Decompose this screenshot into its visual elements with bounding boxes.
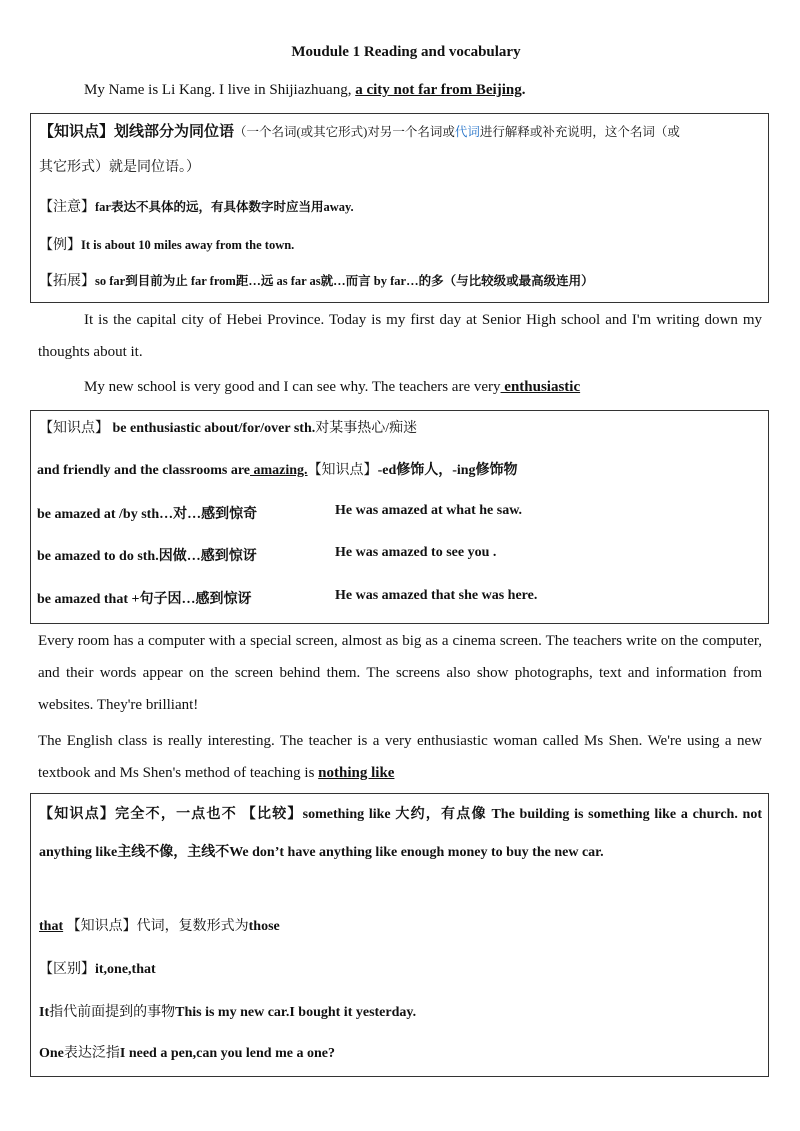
box3-line1: 【知识点】完全不，一点也不 【比较】something like 大约，有点像 The building is something like a church. not anything like主线不像，主线不We don’t have anything like enough money to buy the new car. [39, 807, 762, 860]
box2-row2 [37, 545, 762, 565]
box3-it-desc: 指代前面提到的事物 [49, 1005, 176, 1020]
box2-row3-example: He was amazed that she was here. [335, 588, 538, 603]
box2-row1-example: He was amazed at what he saw. [335, 503, 523, 518]
paragraph-capital: It is the capital city of Hebei Province. Today is my first day at Senior High school and I'm writing down my thoughts about it. [38, 312, 762, 360]
box2-line2 [37, 459, 762, 479]
box2-amazing: amazing. [250, 463, 308, 478]
school-text: My new school is very good and I can see why. The teachers are very [84, 379, 501, 395]
box1-note-label: 【注意】 [39, 200, 95, 215]
box3-diff-label: 【区别】 [39, 962, 95, 977]
box3-that: that [39, 919, 64, 934]
box3-it: It [39, 1005, 50, 1020]
box3-line2 [39, 915, 762, 935]
intro-underlined: a city not far from Beijing [355, 82, 522, 98]
box2-line1 [39, 417, 762, 437]
box3-one-example: I need a pen,can you lend me a one? [119, 1046, 335, 1061]
note-box-appositive [30, 113, 769, 303]
box1-extend-label: 【拓展】 [39, 274, 95, 289]
box2-row3-phrase: be amazed that +句子因…感到惊讶 [37, 592, 252, 607]
box2-continue-text: and friendly and the classrooms are [37, 463, 250, 478]
note-box-nothing-like [30, 793, 769, 1077]
box2-row2-phrase: be amazed to do sth.因做…感到惊讶 [37, 549, 257, 564]
note-box-enthusiastic [30, 410, 769, 624]
paragraph-english-class [38, 725, 762, 789]
english-class-text: The English class is really interesting. The teacher is a very enthusiastic woman called Ms Shen. We're using a new textbook and Ms Shen's method of teaching is [38, 733, 762, 781]
box3-one: One [39, 1046, 64, 1061]
box3-pronoun-note: 【知识点】代词，复数形式为 [63, 919, 249, 934]
box1-line5 [39, 270, 762, 290]
box3-line4 [39, 1001, 762, 1021]
school-underlined: enthusiastic [500, 379, 581, 395]
box2-rule: -ed修饰人，-ing修饰物 [377, 463, 518, 478]
box2-heading2: 【知识点】 [307, 463, 378, 478]
paragraph-school [38, 371, 762, 403]
box1-line4 [39, 234, 762, 254]
box3-those: those [248, 919, 280, 934]
box2-row3 [37, 588, 762, 608]
box1-line3 [39, 196, 762, 216]
box1-example-label: 【例】 [39, 238, 81, 253]
box2-row1-phrase: be amazed at /by sth…对…感到惊奇 [37, 507, 258, 522]
box3-diff-words: it,one,that [95, 962, 156, 977]
box2-heading: 【知识点】 [39, 421, 109, 436]
box2-phrase: be enthusiastic about/for/over sth. [109, 421, 316, 436]
box1-line1 [39, 120, 762, 141]
box3-it-example: This is my new car.I bought it yesterday. [175, 1005, 417, 1020]
box2-row2-example: He was amazed to see you . [335, 545, 497, 560]
box3-line5 [39, 1042, 762, 1062]
intro-text: My Name is Li Kang. I live in Shijiazhuang, [84, 82, 356, 98]
box1-heading: 【知识点】划线部分为同位语 [39, 124, 235, 140]
box2-row1 [37, 503, 762, 523]
box1-text-a: （一个名词(或其它形式)对另一个名词或 [234, 125, 455, 139]
page-title: Moudule 1 Reading and vocabulary [291, 44, 521, 60]
box1-text-b: 进行解释或补充说明，这个名词（或 [479, 125, 680, 139]
intro-end: . [521, 82, 526, 98]
box3-line3 [39, 958, 762, 978]
box1-text-blue: 代词 [454, 125, 480, 139]
box1-note-text: far表达不具体的远，有具体数字时应当用away. [95, 200, 354, 214]
english-class-underlined: nothing like [318, 765, 395, 781]
box1-example-text: It is about 10 miles away from the town. [81, 238, 295, 252]
box1-line2: 其它形式）就是同位语。） [39, 160, 200, 175]
intro-paragraph [38, 74, 762, 106]
box2-meaning: 对某事热心/痴迷 [315, 421, 418, 436]
box1-extend-text: so far到目前为止 far from距…远 as far as就…而言 by far…的多（与比较级或最高级连用） [95, 274, 594, 288]
paragraph-computers: Every room has a computer with a special screen, almost as big as a cinema screen. The teachers write on the computer, and their words appear on the screen behind them. The screens also show photographs, text and information from websites. They're brilliant! [38, 633, 762, 713]
box3-one-desc: 表达泛指 [63, 1046, 120, 1061]
